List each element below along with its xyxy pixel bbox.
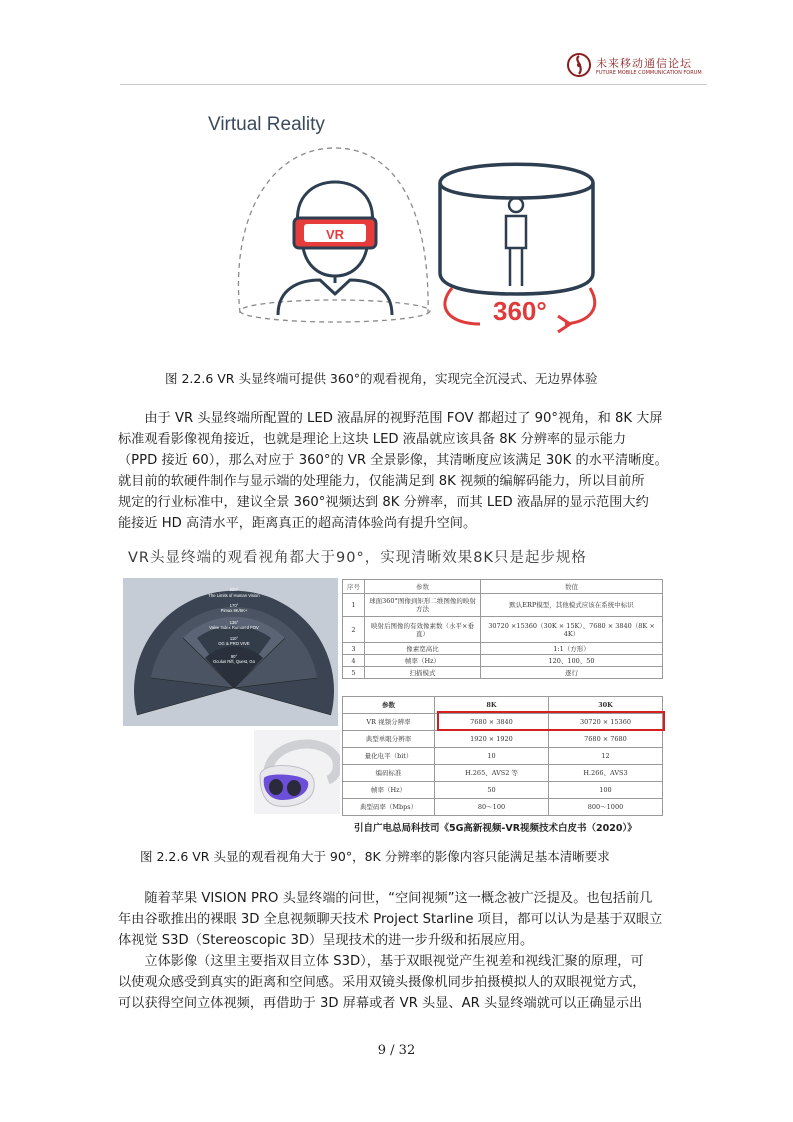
header-divider — [120, 84, 707, 85]
vr-illustration — [190, 108, 620, 343]
fov-angle-110: 110° — [229, 636, 239, 641]
table-cell: 1920 × 1920 — [435, 731, 549, 748]
table-cell: 1 — [343, 594, 365, 617]
text-line: 以使观众感受到真实的距离和空间感。采用双镜头摄像机同步拍摄模拟人的双眼视觉方式， — [118, 975, 646, 990]
fov-label-110: OG & PRO VIVE — [218, 641, 250, 646]
source-citation: 引自广电总局科技司《5G高新视频-VR视频技术白皮书（2020）》 — [354, 823, 637, 834]
table-cell: 帧率（Hz） — [343, 782, 435, 799]
degree-label: 360° — [493, 296, 547, 326]
body-paragraph-2 — [118, 888, 678, 1014]
table-cell: 100 — [549, 782, 663, 799]
cylinder-screen-icon — [440, 164, 593, 294]
headset-photo — [254, 730, 340, 814]
text-line: 随着苹果 VISION PRO 头显终端的问世，“空间视频”这一概念被广泛提及。也包括前几 — [144, 891, 653, 906]
table-cell: VR 视频分辨率 — [343, 714, 435, 731]
text-line: 规定的行业标准中，建议全景 360°视频达到 8K 分辨率，而其 LED 液晶屏的显示范围大约 — [118, 495, 649, 510]
text-line: 能接近 HD 高清水平，距离真正的超高清体验尚有提升空间。 — [118, 516, 477, 531]
table-cell: 50 — [435, 782, 549, 799]
fov-label-90: Oculus Rift, Quest, Go — [213, 659, 255, 664]
standing-person-icon — [506, 198, 526, 286]
text-line: （PPD 接近 60），那么对应于 360°的 VR 全景影像，其清晰度应该满足 30K 的水平清晰度。 — [118, 453, 668, 468]
table-cell: 编码标准 — [343, 765, 435, 782]
table-cell: 1:1（方形） — [481, 643, 663, 655]
table-cell: H.265、AVS2 等 — [435, 765, 549, 782]
table-row — [343, 765, 663, 782]
table-row — [343, 617, 663, 643]
table-row — [343, 731, 663, 748]
table-cell: 80～100 — [435, 799, 549, 816]
table-cell: 120、100、50 — [481, 655, 663, 667]
table-row — [343, 782, 663, 799]
table-cell: 2 — [343, 617, 365, 643]
table-cell: 30720 ×15360（30K × 15K）、7680 × 3840（8K × 4K） — [481, 617, 663, 643]
table-header-cell: 序号 — [343, 580, 365, 594]
table-cell: 12 — [549, 748, 663, 765]
text-line: 年由谷歌推出的裸眼 3D 全息视频聊天技术 Project Starline 项目，都可以认为是基于双眼立 — [118, 912, 663, 927]
table-cell: 典型单眼分辨率 — [343, 731, 435, 748]
table-row — [343, 643, 663, 655]
table-row — [343, 594, 663, 617]
table-cell: 默认ERP模型，其他模式应该在系统中标识 — [481, 594, 663, 617]
table-row — [343, 655, 663, 667]
table-cell: 逐行 — [481, 667, 663, 679]
fov-angle-220: 220° — [229, 587, 239, 592]
table-row — [343, 799, 663, 816]
table-cell: H.266、AVS3 — [549, 765, 663, 782]
text-line: 体视觉 S3D（Stereoscopic 3D）呈现技术的进一步升级和拓展应用。 — [118, 933, 534, 948]
table-header-cell: 参数 — [343, 697, 435, 714]
table-row — [343, 748, 663, 765]
table-cell: 映射后图像的有效像素数（水平×垂直） — [365, 617, 481, 643]
fov-angle-170: 170° — [229, 603, 239, 608]
body-paragraph-1 — [118, 408, 678, 534]
resolution-highlight-box — [437, 711, 665, 731]
table-cell: 7680 × 3840 — [435, 714, 549, 731]
forum-logo — [566, 52, 706, 82]
table-cell: 10 — [435, 748, 549, 765]
fov-label-220: The Limits of Human Vision — [208, 593, 260, 598]
text-line: 可以获得空间立体视频，再借助于 3D 屏幕或者 VR 头显、AR 头显终端就可以正确显示出 — [118, 996, 643, 1011]
figure-caption-2: 图 2.2.6 VR 头显的观看视角大于 90°，8K 分辨率的影像内容只能满足基本清晰要求 — [140, 849, 610, 864]
table-cell: 帧率（Hz） — [365, 655, 481, 667]
table-cell: 7680 × 7680 — [549, 731, 663, 748]
text-line: 标准观看影像视角接近，也就是理论上这块 LED 液晶就应该具备 8K 分辨率的显示能力 — [118, 432, 627, 447]
text-line: 立体影像（这里主要指双目立体 S3D），基于双眼视觉产生视差和视线汇聚的原理，可 — [144, 954, 644, 969]
logo-english-text: FUTURE MOBILE COMMUNICATION FORUM — [596, 70, 702, 76]
fov-angle-135: 135° — [229, 620, 239, 625]
text-line: 由于 VR 头显终端所配置的 LED 液晶屏的视野范围 FOV 都超过了 90°视角，和 8K 大屏 — [144, 411, 663, 426]
vr-spec-table — [342, 579, 663, 679]
table-row — [343, 667, 663, 679]
figure-caption-1: 图 2.2.6 VR 头显终端可提供 360°的观看视角，实现完全沉浸式、无边界体验 — [165, 371, 598, 386]
forum-logo-icon — [566, 52, 592, 78]
fov-diagram — [123, 578, 338, 726]
table-cell: 典型码率（Mbps） — [343, 799, 435, 816]
text-line: 就目前的软硬件制作与显示端的处理能力，仅能满足到 8K 视频的编解码能力，所以目前所 — [118, 474, 645, 489]
fov-angle-90: 90° — [230, 654, 238, 659]
page-number: 9 / 32 — [377, 1043, 416, 1058]
table-cell: 4 — [343, 655, 365, 667]
table-cell: 球面360°图像到矩形二维图像的映射方法 — [365, 594, 481, 617]
table-header-cell: 数值 — [481, 580, 663, 594]
table-header-row — [343, 580, 663, 594]
table-cell: 量化电平（bit） — [343, 748, 435, 765]
table-cell: 5 — [343, 667, 365, 679]
table-cell: 800～1000 — [549, 799, 663, 816]
table-cell: 3 — [343, 643, 365, 655]
goggle-label: VR — [325, 227, 345, 242]
fov-label-135: Valve Index Rumored FOV — [209, 625, 259, 630]
vision-dome-base — [240, 300, 430, 322]
table-header-cell: 30K — [549, 697, 663, 714]
table-header-cell: 8K — [435, 697, 549, 714]
table-cell: 扫描模式 — [365, 667, 481, 679]
logo-chinese-text: 未来移动通信论坛 — [596, 57, 692, 70]
table-cell: 像素宽高比 — [365, 643, 481, 655]
slide-title: VR头显终端的观看视角都大于90°，实现清晰效果8K只是起步规格 — [128, 550, 587, 566]
figure-title: Virtual Reality — [208, 114, 325, 135]
table-cell: 30720 × 15360 — [549, 714, 663, 731]
table-header-cell: 参数 — [365, 580, 481, 594]
fov-label-170: Pimax 8K/5K+ — [220, 608, 248, 613]
